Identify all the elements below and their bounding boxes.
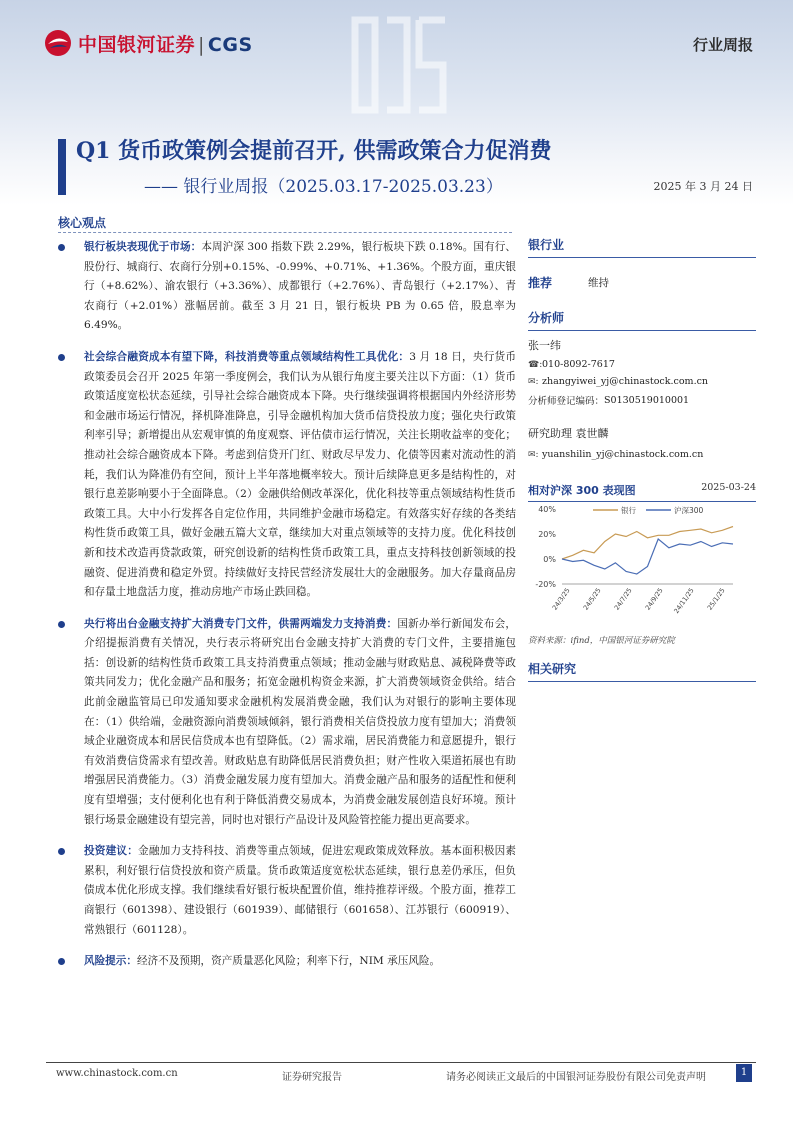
bullet-icon: [58, 958, 65, 965]
logo-mark-icon: [44, 29, 72, 57]
x-tick-label: 24/11/25: [672, 586, 696, 616]
cgs-watermark: [345, 10, 455, 125]
rating-row: [528, 274, 756, 291]
bullet-icon: [58, 244, 65, 251]
analyst-label: 分析师: [528, 309, 756, 331]
point-body: 金融加力支持科技、消费等重点领域，促进宏观政策成效释放。基本面积极因素累积，利好银行信贷投放和资产质量。货币政策适度宽松状态延续，银行息差仍承压，但负债成本优化形成支撑。我们继续看好银行板块配置价值，维持推荐评级。个股方面，推荐工商银行（601398）、建设银行（601939）、邮储银行（601658）、江苏银行（600919）、常熟银行（601128）。: [84, 845, 517, 936]
bullet-icon: [58, 621, 65, 628]
core-points: [58, 238, 516, 972]
footer-type: 证券研究报告: [282, 1072, 342, 1083]
reg-label: 分析师登记编码：: [528, 396, 605, 407]
assistant-email-link[interactable]: yuanshilin_yj@chinastock.com.cn: [542, 449, 704, 460]
logo-cn: 中国银河证券: [78, 33, 196, 56]
footer-disclaimer: 请务必阅读正文最后的中国银河证券股份有限公司免责声明: [446, 1072, 706, 1083]
company-logo: [44, 28, 253, 58]
page-subtitle: —— 银行业周报（2025.03.17-2025.03.23）: [144, 177, 503, 197]
point-body: 经济不及预期，资产质量恶化风险；利率下行，NIM 承压风险。: [136, 955, 441, 968]
point-head: 银行板块表现优于市场：: [84, 241, 202, 253]
core-divider: [58, 232, 512, 233]
email-row: [528, 376, 756, 387]
core-point: [58, 238, 516, 336]
x-tick-label: 24/9/25: [643, 586, 665, 612]
email-icon: ✉:: [528, 449, 539, 460]
doc-type: 行业周报: [692, 36, 753, 54]
chart-date: 2025-03-24: [701, 482, 756, 493]
analyst-name: 张一纬: [528, 339, 561, 352]
core-point: [58, 348, 516, 603]
industry-label: 银行业: [528, 236, 756, 258]
email-link[interactable]: zhangyiwei_yj@chinastock.com.cn: [542, 376, 709, 387]
legend-bank: 银行: [621, 506, 636, 515]
core-point: [58, 615, 516, 831]
footer-site-link[interactable]: www.chinastock.com.cn: [56, 1068, 178, 1079]
point-head: 投资建议：: [84, 845, 139, 858]
related-label: 相关研究: [528, 660, 756, 682]
y-tick-label: 0%: [543, 555, 556, 564]
point-head: 社会综合融资成本有望下降，科技消费等重点领域结构性工具优化：: [84, 350, 410, 363]
reg-row: [528, 393, 756, 407]
series-line-bank: [562, 527, 733, 560]
point-head: 央行将出台金融支持扩大消费专门文件，供需两端发力支持消费：: [84, 617, 398, 630]
rating-label: 推荐: [528, 276, 553, 290]
point-body: 国新办举行新闻发布会，介绍提振消费有关情况，央行表示将研究出台金融支持扩大消费的专门文件，主要措施包括：创设新的结构性货币政策工具支持消费重点领域；推动金融与财政贴息、减税降费等政策共同发力；优化金融产品和服务；拓宽金融机构资金来源，扩大消费领域资金供给。结合此前金融监管局已印发通知要求金融机构发展消费金融，我们认为对银行的影响主要体现在：（1）供给端，金融资源向消费领域倾斜，银行消费相关信贷投放力度有望加大；消费领域企业融资成本和居民信贷成本也有望降低。（2）需求端，居民消费能力和意愿提升，银行有效消费信贷需求有望改善。财政贴息有助降低居民消费负担；财产性收入渠道拓展也有助增强居民消费能力。（3）消费金融发展力度有望加大。消费金融产品和服务的适配性和便利度有望增强；支付便利化也有利于降低消费交易成本，为消费金融发展创造良好环境。预计银行场景金融建设有望完善，同时也对银行产品设计及风险管控能力提出更高要求。: [84, 617, 517, 826]
x-tick-label: 25/1/25: [705, 586, 727, 612]
point-body: 3 月 18 日，央行货币政策委员会召开 2025 年第一季度例会，我们认为从银行角度主要关注以下方面：（1）货币政策适度宽松状态延续，引导社会综合融资成本下降。央行继续强调将根据国内外经济形势和金融市场运行情况，择机降准降息，引导金融机构加大货币信贷投放力度；强化央行政策利率引导；新增提出从宏观审慎的角度观察、评估债市运行情况，关注长期收益率的变化；推动社会综合融资成本下降。考虑到信贷开门红、财政尽早发力、化债等因素对流动性的消耗，我们认为降准仍有空间，预计上半年落地概率较大。预计后续降息更多是结构性的，对银行息差影响要小于全面降息。（2）金融供给侧改革深化，优化科技等重点领域结构性货币政策工具。大中小行发挥各自定位作用，共同维护金融市场稳定。有效落实好存续的各类结构性货币政策工具，做好金融五篇大文章，继续加大对重点领域等的支持力度。优化科技创新和技术改造再贷款政策，研究创设新的结构性货币政策工具，重点支持科技创新领域的投融资、促进消费和稳定外贸。持续做好支持民营经济发展壮大的金融服务。加大存量商品房和存量土地盘活力度，推动房地产市场止跌回稳。: [84, 350, 516, 599]
bullet-icon: [58, 354, 65, 361]
core-point: [58, 842, 516, 940]
chart-title: 相对沪深 300 表现图: [528, 484, 636, 497]
series-line-hs300: [562, 539, 733, 574]
page-number: 1: [736, 1064, 752, 1082]
logo-en: CGS: [207, 33, 253, 56]
reg-no: S0130519010001: [604, 394, 690, 406]
footer-divider: [46, 1062, 756, 1063]
point-head: 风险提示：: [84, 955, 137, 968]
core-heading: 核心观点: [58, 216, 107, 230]
rating-value: 维持: [588, 277, 609, 289]
sidebar: [528, 236, 756, 682]
phone-icon: ☎:: [528, 359, 543, 370]
chart-source: 资料来源：ifind，中国银河证券研究院: [528, 636, 675, 646]
y-tick-label: 40%: [538, 505, 556, 514]
page-title: Q1 货币政策例会提前召开, 供需政策合力促消费: [76, 138, 552, 164]
title-accent-bar: [58, 139, 66, 195]
x-tick-label: 24/3/25: [550, 586, 572, 612]
x-tick-label: 24/7/25: [612, 586, 634, 612]
logo-separator: |: [198, 33, 205, 56]
point-body: 本周沪深 300 指数下跌 2.29%，银行板块下跌 0.18%。国有行、股份行、城商行、农商行分别+0.15%、-0.99%、+0.71%、+1.36%。个股方面，重庆银行（+8.62%）、渝农银行（+3.36%）、成都银行（+2.76%）、青岛银行（+2.17%）、青农商行（+2.01%）涨幅居前。截至 3 月 21 日，银行板块 PB 为 0.65 倍，股息率为 6.49%。: [84, 241, 517, 332]
chart-header: [528, 482, 756, 502]
x-tick-label: 24/5/25: [581, 586, 603, 612]
y-tick-label: -20%: [535, 580, 556, 589]
core-point: [58, 952, 516, 972]
phone-row: [528, 359, 756, 370]
phone: 010-8092-7617: [542, 359, 615, 370]
assistant: 研究助理 袁世麟: [528, 427, 609, 440]
performance-chart: [528, 504, 756, 632]
y-tick-label: 20%: [538, 530, 556, 539]
assistant-email-row: [528, 449, 756, 460]
report-date: 2025 年 3 月 24 日: [653, 180, 753, 193]
legend-hs300: 沪深300: [674, 506, 704, 515]
email-icon: ✉:: [528, 376, 539, 387]
bullet-icon: [58, 848, 65, 855]
